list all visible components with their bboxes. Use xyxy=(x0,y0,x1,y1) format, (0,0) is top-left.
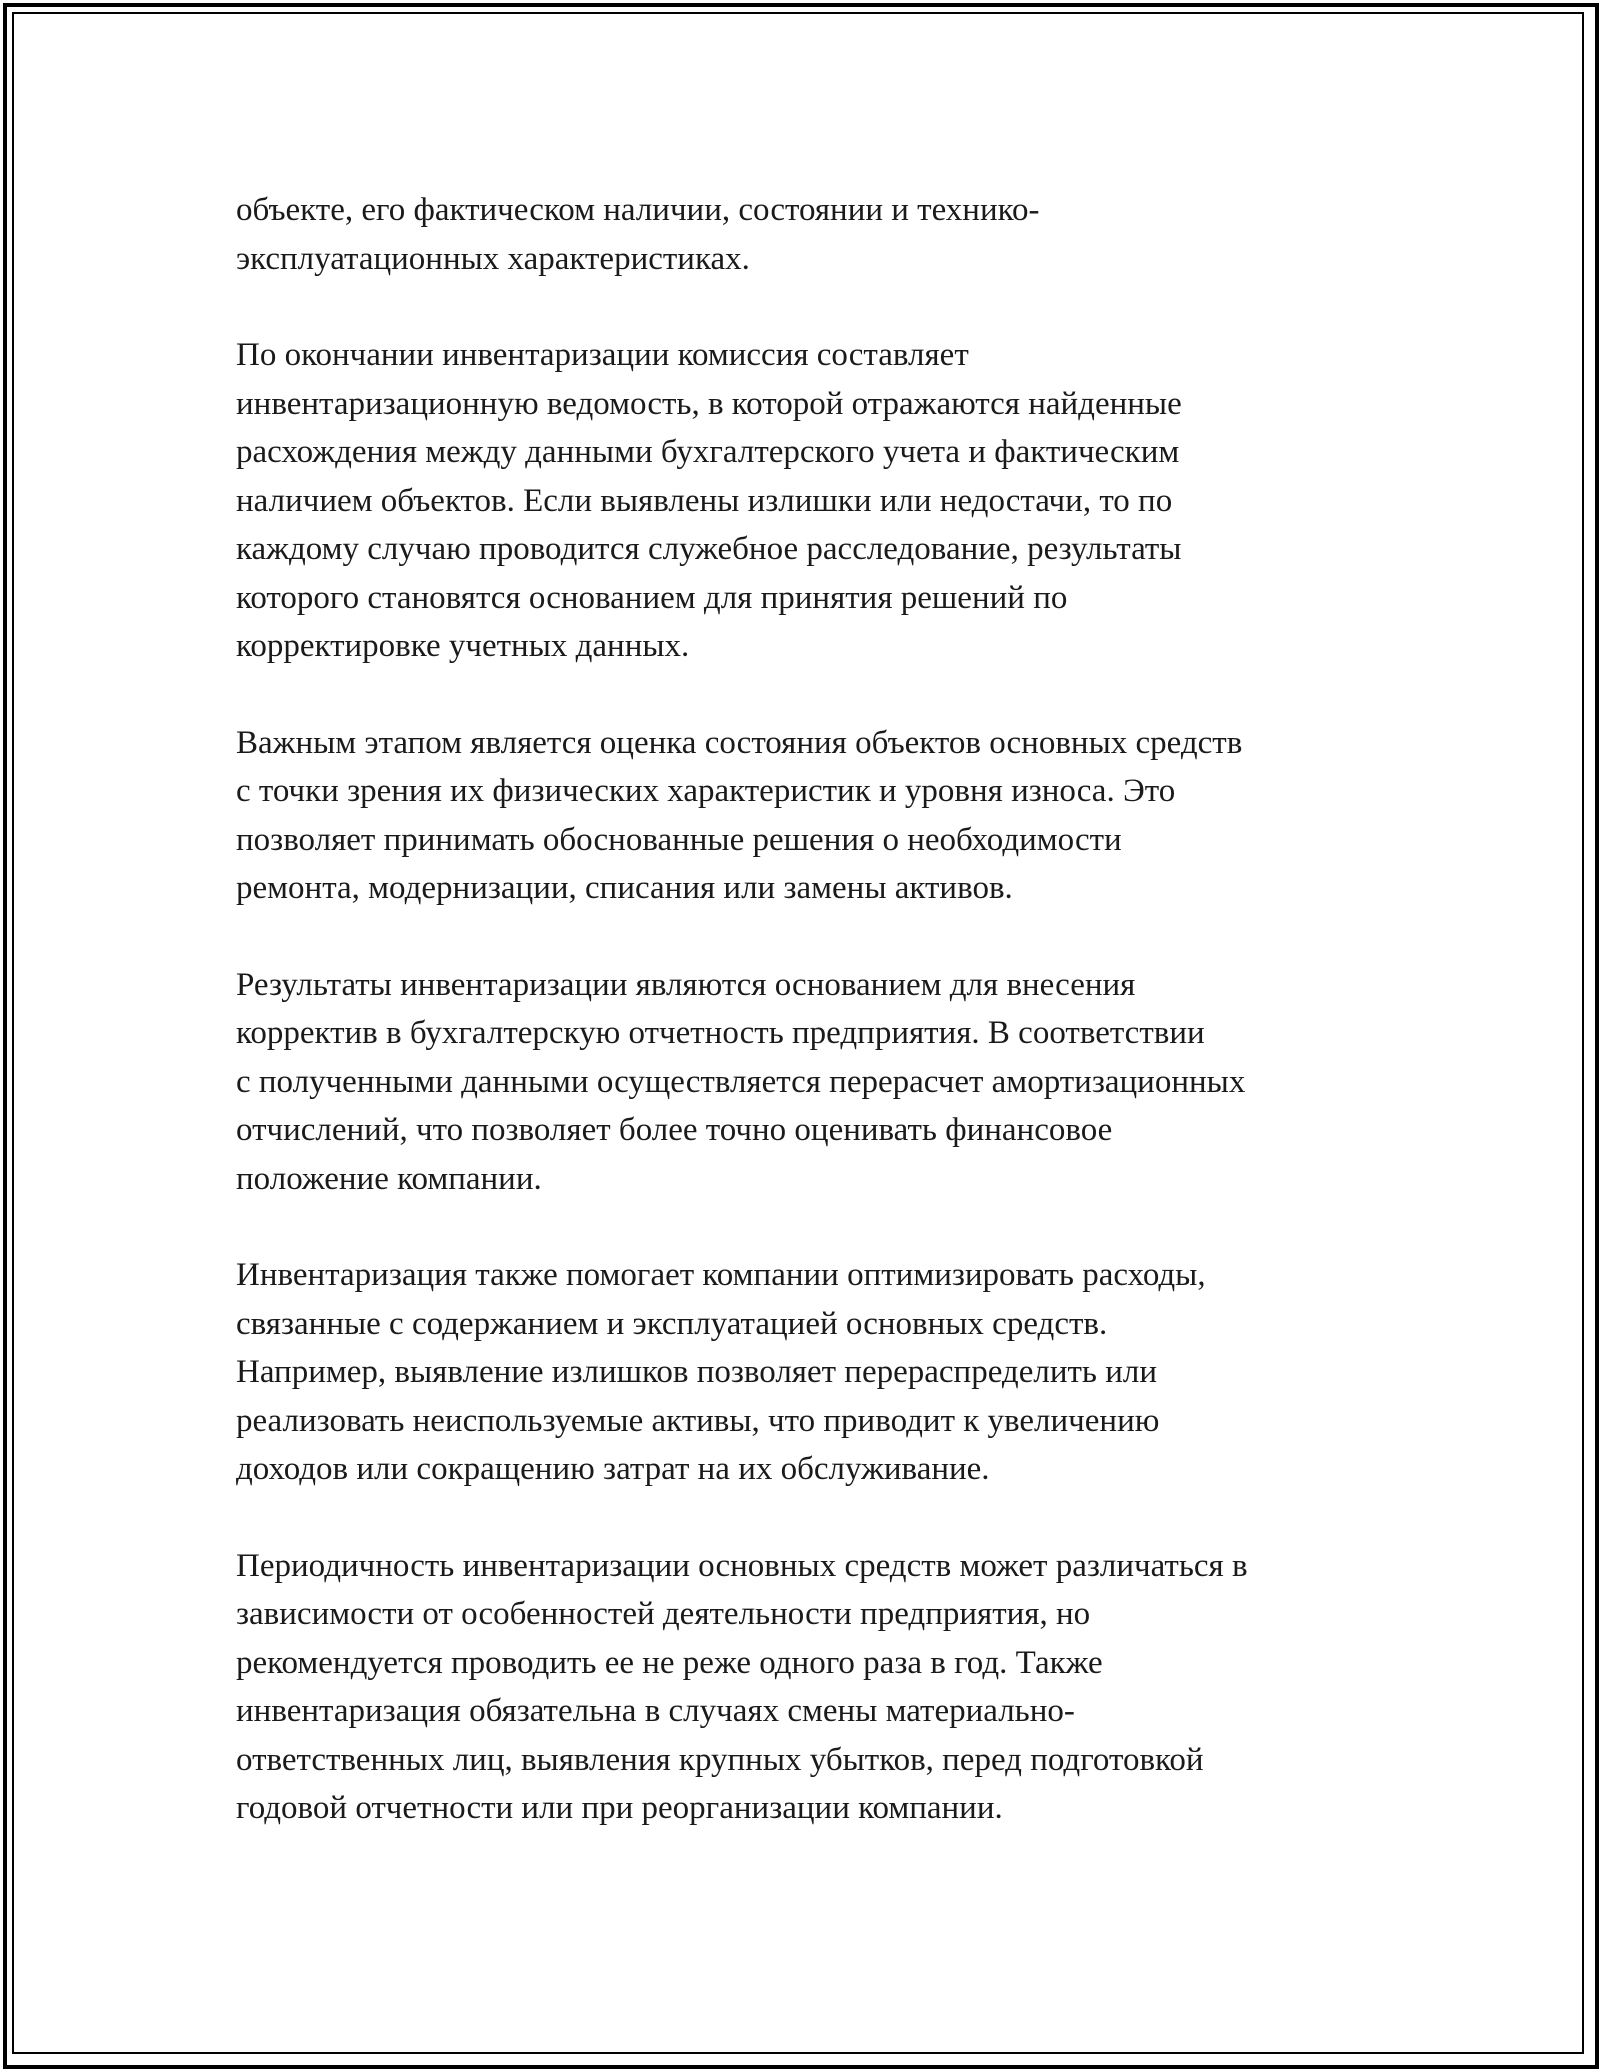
text-line: рекомендуется проводить ее не реже одного раза в год. Также xyxy=(236,1644,1103,1681)
text-line: с точки зрения их физических характеристик и уровня износа. Это xyxy=(236,773,1176,809)
text-line: которого становятся основанием для принятия решений по xyxy=(236,579,1068,616)
text-line: ремонта, модернизации, списания или замены активов. xyxy=(236,870,1013,906)
text-line: Например, выявление излишков позволяет перераспределить или xyxy=(236,1354,1158,1390)
text-line: отчислений, что позволяет более точно оценивать финансовое xyxy=(236,1112,1113,1148)
text-line: расхождения между данными бухгалтерского учета и фактическим xyxy=(236,434,1180,470)
document-body xyxy=(236,186,1386,1881)
text-line: объекте, его фактическом наличии, состоянии и технико- xyxy=(236,192,1040,228)
text-line: По окончании инвентаризации комиссия составляет xyxy=(236,337,969,373)
text-line: инвентаризация обязательна в случаях смены материально- xyxy=(236,1693,1075,1729)
text-line: корректив в бухгалтерскую отчетность предприятия. В соответствии xyxy=(236,1015,1205,1051)
paragraph-5 xyxy=(236,1251,1386,1494)
text-line: каждому случаю проводится служебное расследование, результаты xyxy=(236,531,1182,567)
paragraph-3 xyxy=(236,719,1386,913)
text-line: доходов или сокращению затрат на их обслуживание. xyxy=(236,1451,990,1487)
text-line: инвентаризационную ведомость, в которой отражаются найденные xyxy=(236,385,1182,422)
text-line: Инвентаризация также помогает компании оптимизировать расходы, xyxy=(236,1257,1206,1293)
text-line: наличием объектов. Если выявлены излишки или недостачи, то по xyxy=(236,482,1173,519)
text-line: Периодичность инвентаризации основных средств может различаться в xyxy=(236,1547,1248,1584)
text-line: эксплуатационных характеристиках. xyxy=(236,240,750,277)
text-line: годовой отчетности или при реорганизации компании. xyxy=(236,1790,1003,1826)
text-line: реализовать неиспользуемые активы, что приводит к увеличению xyxy=(236,1402,1160,1439)
text-line: ответственных лиц, выявления крупных убытков, перед подготовкой xyxy=(236,1741,1204,1778)
paragraph-4 xyxy=(236,961,1386,1204)
text-line: с полученными данными осуществляется перерасчет амортизационных xyxy=(236,1063,1246,1100)
text-line: Результаты инвентаризации являются основанием для внесения xyxy=(236,966,1136,1003)
text-line: связанные с содержанием и эксплуатацией основных средств. xyxy=(236,1305,1108,1342)
text-line: зависимости от особенностей деятельности предприятия, но xyxy=(236,1596,1091,1632)
paragraph-6 xyxy=(236,1542,1386,1833)
text-line: позволяет принимать обоснованные решения о необходимости xyxy=(236,821,1122,858)
paragraph-1 xyxy=(236,186,1386,283)
paragraph-2 xyxy=(236,331,1386,671)
text-line: корректировке учетных данных. xyxy=(236,628,690,664)
text-line: Важным этапом является оценка состояния объектов основных средств xyxy=(236,724,1243,761)
text-line: положение компании. xyxy=(236,1160,542,1197)
